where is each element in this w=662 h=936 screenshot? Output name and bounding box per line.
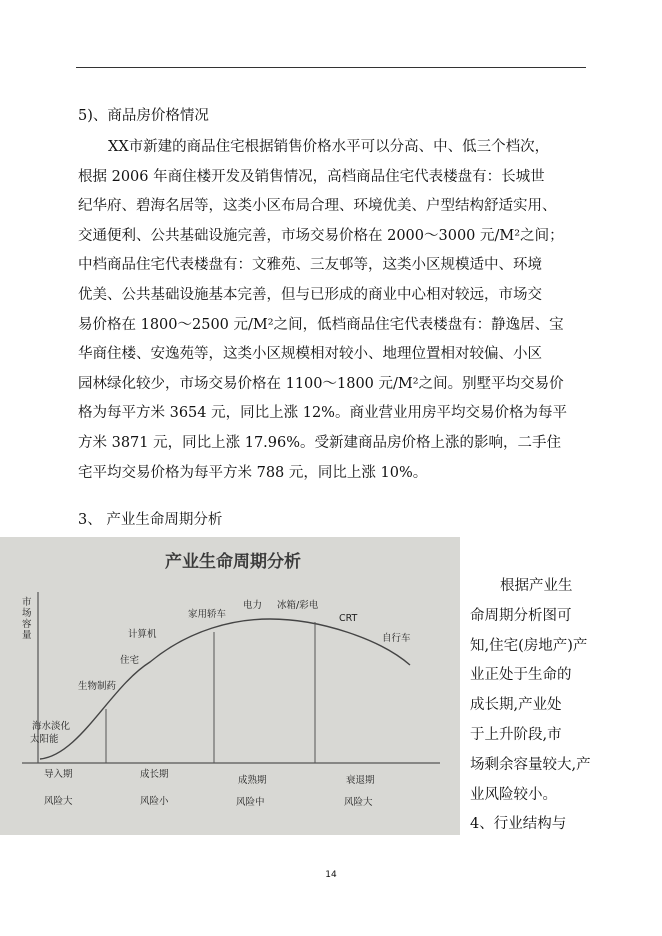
label-seawater: 海水淡化 [32,721,71,732]
lifecycle-diagram [0,537,460,835]
paragraph-line: 根据 2006 年商住楼开发及销售情况，高档商品住宅代表楼盘有：长城世 [78,168,545,185]
stage-name: 导入期 [44,769,73,780]
label-biopharma: 生物制药 [78,681,117,692]
figure-title: 产业生命周期分析 [165,552,301,572]
stage-risk: 风险小 [140,796,169,807]
paragraph-line: 纪华府、碧海名居等，这类小区布局合理、环境优美、户型结构舒适实用、 [78,198,557,215]
section3-heading: 3、 产业生命周期分析 [78,512,223,528]
stage-name: 成熟期 [238,775,267,786]
paragraph-line: 方米 3871 元，同比上涨 17.96%。受新建商品房价格上涨的影响，二手住 [78,434,562,451]
paragraph-line: 宅平均交易价格为每平方米 788 元，同比上涨 10%。 [78,464,428,481]
y-axis-label-char: 市 [22,597,32,608]
stage-risk: 风险中 [236,797,265,808]
stage-name: 衰退期 [346,775,375,786]
paragraph-line: 华商住楼、安逸苑等，这类小区规模相对较小、地理位置相对较偏、小区 [78,346,542,363]
paragraph-line: 中档商品住宅代表楼盘有：文雅苑、三友邨等，这类小区规模适中、环境 [78,257,542,274]
label-crt: CRT [339,613,358,624]
header-rule [76,67,586,68]
label-bicycle: 自行车 [382,633,411,644]
label-fridge-tv: 冰箱/彩电 [277,600,319,611]
label-housing: 住宅 [120,655,140,666]
side-text-line: 命周期分析图可 [470,607,572,624]
section5-heading: 5)、商品房价格情况 [78,108,209,124]
side-text [470,572,660,840]
y-axis-label-char: 量 [22,630,32,641]
label-solar: 太阳能 [30,734,59,745]
stage-name: 成长期 [140,769,169,780]
y-axis-label-char: 场 [22,608,32,619]
paragraph-line: 交通便利、公共基础设施完善，市场交易价格在 2000～3000 元/M²之间； [78,227,564,244]
side-text-line: 场剩余容量较大,产 [470,756,591,773]
side-text-line: 知,住宅(房地产)产 [470,637,588,654]
paragraph-line: 优美、公共基础设施基本完善，但与已形成的商业中心相对较远，市场交 [78,286,542,303]
stage-risk: 风险大 [44,796,73,807]
label-car: 家用轿车 [188,609,227,620]
page-number: 14 [325,870,337,880]
paragraph-line: 易价格在 1800～2500 元/M²之间，低档商品住宅代表楼盘有：静逸居、宝 [78,316,564,333]
price-paragraph [78,133,588,488]
stage-risk: 风险大 [344,797,373,808]
paragraph-line: 园林绿化较少，市场交易价格在 1100～1800 元/M²之间。别墅平均交易价 [78,375,564,392]
lifecycle-figure [0,537,460,835]
side-text-line: 于上升阶段,市 [470,726,562,743]
label-power: 电力 [243,600,263,611]
side-text-line: 根据产业生 [500,578,573,594]
label-computer: 计算机 [128,629,157,640]
figure-background [0,537,460,835]
paragraph-line: XX市新建的商品住宅根据销售价格水平可以分高、中、低三个档次， [108,139,550,155]
y-axis-label-char: 容 [22,619,32,630]
paragraph-line: 格为每平方米 3654 元，同比上涨 12%。商业营业用房平均交易价格为每平 [78,405,567,422]
side-text-line: 成长期,产业处 [470,697,562,714]
side-text-line: 业风险较小。 [470,786,557,803]
side-text-line: 4、行业结构与 [470,816,567,833]
side-text-line: 业正处于生命的 [470,667,572,684]
